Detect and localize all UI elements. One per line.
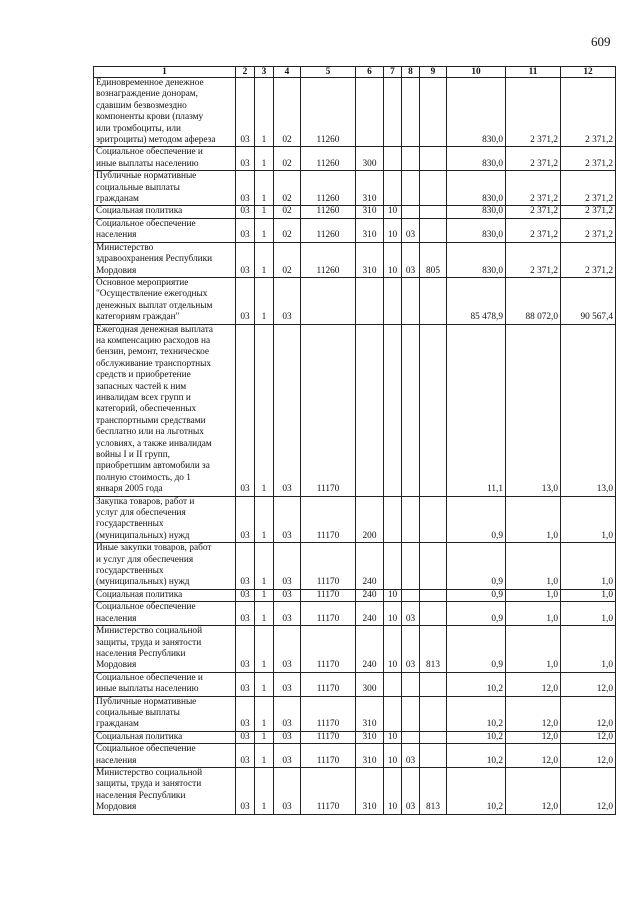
col9-cell — [420, 731, 447, 743]
table-row — [94, 767, 616, 814]
col3-cell: 1 — [255, 767, 274, 814]
table-row — [94, 78, 616, 147]
col8-cell — [402, 147, 420, 171]
table-row — [94, 277, 616, 324]
col6-cell: 240 — [356, 602, 384, 626]
col2-cell: 03 — [236, 602, 255, 626]
col5-cell: 11170 — [301, 496, 356, 543]
col4-cell: 03 — [274, 324, 301, 496]
col10-value: 11,1 — [447, 324, 506, 496]
col6-cell: 240 — [356, 589, 384, 601]
row-name-cell: Публичные нормативные социальные выплаты гражданам — [94, 696, 236, 731]
table-row — [94, 496, 616, 543]
col10-value: 85 478,9 — [447, 277, 506, 324]
col6-cell: 310 — [356, 696, 384, 731]
col5-cell: 11170 — [301, 324, 356, 496]
col9-cell — [420, 602, 447, 626]
col11-value: 1,0 — [506, 589, 561, 601]
col8-cell — [402, 589, 420, 601]
col3-cell: 1 — [255, 218, 274, 242]
col10-value: 10,2 — [447, 696, 506, 731]
col9-cell — [420, 206, 447, 218]
col8-cell — [402, 324, 420, 496]
col9-cell — [420, 672, 447, 696]
row-name-cell: Единовременное денежное вознаграждение донорам, сдавшим безвозмездно компоненты крови (плазму или тромбоциты, или эритроциты) методом афереза — [94, 78, 236, 147]
col6-cell: 310 — [356, 767, 384, 814]
col3-cell: 1 — [255, 78, 274, 147]
col11-value: 12,0 — [506, 731, 561, 743]
col10-value: 830,0 — [447, 171, 506, 206]
col5-cell: 11170 — [301, 602, 356, 626]
col9-cell — [420, 696, 447, 731]
col11-value: 1,0 — [506, 496, 561, 543]
row-name-cell: Ежегодная денежная выплата на компенсацию расходов на бензин, ремонт, техническое обслуживание транспортных средств и приобретение запасных частей к ним инвалидам всех групп и категорий, обеспеченных транспортными средствами бесплатно или на льготных условиях, а также инвалидам войны I и II групп, приобретшим автомобили за полную стоимость, до 1 января 2005 года — [94, 324, 236, 496]
col7-cell — [384, 543, 402, 590]
col12-value: 1,0 — [561, 496, 616, 543]
col11-value: 2 371,2 — [506, 78, 561, 147]
col2-cell: 03 — [236, 218, 255, 242]
col11-value: 1,0 — [506, 602, 561, 626]
table-row — [94, 744, 616, 768]
col4-cell: 02 — [274, 78, 301, 147]
col9-cell — [420, 496, 447, 543]
col4-cell: 03 — [274, 589, 301, 601]
col3-cell: 1 — [255, 206, 274, 218]
col11-value: 2 371,2 — [506, 242, 561, 277]
col5-cell: 11260 — [301, 206, 356, 218]
col6-cell: 310 — [356, 206, 384, 218]
column-header: 6 — [356, 67, 384, 78]
table-row — [94, 242, 616, 277]
col7-cell: 10 — [384, 744, 402, 768]
col9-cell — [420, 277, 447, 324]
col11-value: 13,0 — [506, 324, 561, 496]
col12-value: 1,0 — [561, 602, 616, 626]
col11-value: 1,0 — [506, 543, 561, 590]
col9-cell — [420, 543, 447, 590]
col8-cell — [402, 206, 420, 218]
page-number: 609 — [591, 34, 611, 49]
col4-cell: 02 — [274, 171, 301, 206]
column-header: 7 — [384, 67, 402, 78]
col12-value: 90 567,4 — [561, 277, 616, 324]
col11-value: 1,0 — [506, 626, 561, 673]
table-row — [94, 218, 616, 242]
col8-cell: 03 — [402, 744, 420, 768]
col9-cell — [420, 147, 447, 171]
col7-cell: 10 — [384, 602, 402, 626]
row-name-cell: Министерство здравоохранения Республики Мордовия — [94, 242, 236, 277]
row-name-cell: Социальное обеспечение населения — [94, 218, 236, 242]
col7-cell — [384, 147, 402, 171]
table-row — [94, 626, 616, 673]
col8-cell: 03 — [402, 626, 420, 673]
col9-cell — [420, 78, 447, 147]
row-name-cell: Закупка товаров, работ и услуг для обеспечения государственных (муниципальных) нужд — [94, 496, 236, 543]
col8-cell — [402, 731, 420, 743]
col8-cell — [402, 277, 420, 324]
table-header-row — [94, 67, 616, 78]
row-name-cell: Министерство социальной защиты, труда и занятости населения Республики Мордовия — [94, 626, 236, 673]
col5-cell: 11260 — [301, 78, 356, 147]
row-name-cell: Иные закупки товаров, работ и услуг для обеспечения государственных (муниципальных) нужд — [94, 543, 236, 590]
table-row — [94, 543, 616, 590]
column-header: 11 — [506, 67, 561, 78]
table-row — [94, 672, 616, 696]
col10-value: 10,2 — [447, 744, 506, 768]
col12-value: 2 371,2 — [561, 242, 616, 277]
col9-cell: 805 — [420, 242, 447, 277]
row-name-cell: Социальная политика — [94, 589, 236, 601]
col12-value: 2 371,2 — [561, 218, 616, 242]
col5-cell: 11170 — [301, 589, 356, 601]
col6-cell — [356, 277, 384, 324]
col12-value: 2 371,2 — [561, 171, 616, 206]
col10-value: 10,2 — [447, 672, 506, 696]
col12-value: 1,0 — [561, 543, 616, 590]
col2-cell: 03 — [236, 731, 255, 743]
column-header: 3 — [255, 67, 274, 78]
col7-cell: 10 — [384, 589, 402, 601]
col2-cell: 03 — [236, 744, 255, 768]
col5-cell: 11260 — [301, 218, 356, 242]
col10-value: 10,2 — [447, 767, 506, 814]
col12-value: 1,0 — [561, 589, 616, 601]
col2-cell: 03 — [236, 496, 255, 543]
col6-cell: 310 — [356, 242, 384, 277]
col11-value: 12,0 — [506, 696, 561, 731]
col4-cell: 03 — [274, 496, 301, 543]
col2-cell: 03 — [236, 277, 255, 324]
col7-cell — [384, 78, 402, 147]
table-row — [94, 602, 616, 626]
col12-value: 12,0 — [561, 672, 616, 696]
col6-cell: 310 — [356, 218, 384, 242]
col7-cell: 10 — [384, 767, 402, 814]
col5-cell: 11260 — [301, 171, 356, 206]
col8-cell: 03 — [402, 767, 420, 814]
col4-cell: 02 — [274, 147, 301, 171]
col8-cell — [402, 696, 420, 731]
col7-cell — [384, 696, 402, 731]
col3-cell: 1 — [255, 731, 274, 743]
col3-cell: 1 — [255, 744, 274, 768]
col11-value: 88 072,0 — [506, 277, 561, 324]
table-row — [94, 324, 616, 496]
col8-cell — [402, 496, 420, 543]
col10-value: 830,0 — [447, 147, 506, 171]
table-row — [94, 696, 616, 731]
col12-value: 12,0 — [561, 731, 616, 743]
col5-cell: 11170 — [301, 543, 356, 590]
col7-cell: 10 — [384, 218, 402, 242]
col4-cell: 03 — [274, 731, 301, 743]
col4-cell: 03 — [274, 602, 301, 626]
col8-cell — [402, 672, 420, 696]
col8-cell — [402, 78, 420, 147]
col6-cell: 310 — [356, 744, 384, 768]
column-header: 9 — [420, 67, 447, 78]
col5-cell: 11170 — [301, 744, 356, 768]
col10-value: 830,0 — [447, 78, 506, 147]
col7-cell — [384, 277, 402, 324]
col8-cell: 03 — [402, 242, 420, 277]
col7-cell — [384, 672, 402, 696]
col9-cell: 813 — [420, 767, 447, 814]
col5-cell: 11170 — [301, 696, 356, 731]
col3-cell: 1 — [255, 626, 274, 673]
col10-value: 830,0 — [447, 206, 506, 218]
row-name-cell: Публичные нормативные социальные выплаты гражданам — [94, 171, 236, 206]
column-header: 1 — [94, 67, 236, 78]
col6-cell: 310 — [356, 731, 384, 743]
col7-cell: 10 — [384, 731, 402, 743]
col7-cell: 10 — [384, 206, 402, 218]
col12-value: 2 371,2 — [561, 78, 616, 147]
col4-cell: 03 — [274, 767, 301, 814]
row-name-cell: Социальное обеспечение населения — [94, 744, 236, 768]
col3-cell: 1 — [255, 277, 274, 324]
col2-cell: 03 — [236, 767, 255, 814]
col5-cell — [301, 277, 356, 324]
col11-value: 12,0 — [506, 672, 561, 696]
col10-value: 0,9 — [447, 589, 506, 601]
col6-cell — [356, 78, 384, 147]
col3-cell: 1 — [255, 324, 274, 496]
col9-cell: 813 — [420, 626, 447, 673]
col4-cell: 03 — [274, 543, 301, 590]
col9-cell — [420, 324, 447, 496]
col7-cell: 10 — [384, 626, 402, 673]
column-header: 5 — [301, 67, 356, 78]
col10-value: 830,0 — [447, 242, 506, 277]
col3-cell: 1 — [255, 147, 274, 171]
table-row — [94, 171, 616, 206]
col11-value: 12,0 — [506, 744, 561, 768]
col10-value: 0,9 — [447, 496, 506, 543]
col2-cell: 03 — [236, 696, 255, 731]
col11-value: 2 371,2 — [506, 206, 561, 218]
col12-value: 2 371,2 — [561, 206, 616, 218]
col2-cell: 03 — [236, 589, 255, 601]
col6-cell: 310 — [356, 171, 384, 206]
col4-cell: 03 — [274, 696, 301, 731]
col12-value: 13,0 — [561, 324, 616, 496]
col3-cell: 1 — [255, 543, 274, 590]
row-name-cell: Основное мероприятие "Осуществление ежегодных денежных выплат отдельным категориям граждан" — [94, 277, 236, 324]
col12-value: 12,0 — [561, 767, 616, 814]
col11-value: 2 371,2 — [506, 218, 561, 242]
col4-cell: 03 — [274, 277, 301, 324]
col2-cell: 03 — [236, 147, 255, 171]
col3-cell: 1 — [255, 496, 274, 543]
col9-cell — [420, 171, 447, 206]
col4-cell: 03 — [274, 626, 301, 673]
col10-value: 830,0 — [447, 218, 506, 242]
col2-cell: 03 — [236, 626, 255, 673]
col5-cell: 11260 — [301, 147, 356, 171]
column-header: 12 — [561, 67, 616, 78]
column-header: 2 — [236, 67, 255, 78]
col12-value: 2 371,2 — [561, 147, 616, 171]
col4-cell: 02 — [274, 218, 301, 242]
col6-cell: 300 — [356, 147, 384, 171]
col5-cell: 11170 — [301, 672, 356, 696]
col8-cell — [402, 171, 420, 206]
col6-cell: 240 — [356, 626, 384, 673]
col5-cell: 11260 — [301, 242, 356, 277]
col8-cell — [402, 543, 420, 590]
row-name-cell: Социальное обеспечение населения — [94, 602, 236, 626]
col2-cell: 03 — [236, 171, 255, 206]
col2-cell: 03 — [236, 672, 255, 696]
col5-cell: 11170 — [301, 626, 356, 673]
col2-cell: 03 — [236, 543, 255, 590]
col10-value: 10,2 — [447, 731, 506, 743]
row-name-cell: Социальная политика — [94, 206, 236, 218]
row-name-cell: Министерство социальной защиты, труда и занятости населения Республики Мордовия — [94, 767, 236, 814]
col4-cell: 02 — [274, 206, 301, 218]
col7-cell — [384, 171, 402, 206]
col10-value: 0,9 — [447, 602, 506, 626]
col11-value: 2 371,2 — [506, 171, 561, 206]
column-header: 10 — [447, 67, 506, 78]
col9-cell — [420, 589, 447, 601]
column-header: 4 — [274, 67, 301, 78]
col10-value: 0,9 — [447, 543, 506, 590]
col9-cell — [420, 744, 447, 768]
col2-cell: 03 — [236, 324, 255, 496]
col12-value: 1,0 — [561, 626, 616, 673]
col3-cell: 1 — [255, 589, 274, 601]
row-name-cell: Социальное обеспечение и иные выплаты населению — [94, 147, 236, 171]
col6-cell — [356, 324, 384, 496]
col7-cell — [384, 324, 402, 496]
col6-cell: 300 — [356, 672, 384, 696]
col7-cell: 10 — [384, 242, 402, 277]
col5-cell: 11170 — [301, 767, 356, 814]
col7-cell — [384, 496, 402, 543]
col6-cell: 240 — [356, 543, 384, 590]
budget-table — [93, 66, 616, 815]
col2-cell: 03 — [236, 242, 255, 277]
col4-cell: 03 — [274, 744, 301, 768]
col4-cell: 02 — [274, 242, 301, 277]
col6-cell: 200 — [356, 496, 384, 543]
table-row — [94, 731, 616, 743]
col3-cell: 1 — [255, 672, 274, 696]
col3-cell: 1 — [255, 242, 274, 277]
col5-cell: 11170 — [301, 731, 356, 743]
col4-cell: 03 — [274, 672, 301, 696]
col10-value: 0,9 — [447, 626, 506, 673]
col2-cell: 03 — [236, 78, 255, 147]
col11-value: 2 371,2 — [506, 147, 561, 171]
col3-cell: 1 — [255, 602, 274, 626]
col3-cell: 1 — [255, 171, 274, 206]
column-header: 8 — [402, 67, 420, 78]
col12-value: 12,0 — [561, 744, 616, 768]
col3-cell: 1 — [255, 696, 274, 731]
col8-cell: 03 — [402, 602, 420, 626]
table-row — [94, 147, 616, 171]
row-name-cell: Социальное обеспечение и иные выплаты населению — [94, 672, 236, 696]
col11-value: 12,0 — [506, 767, 561, 814]
col12-value: 12,0 — [561, 696, 616, 731]
table-row — [94, 589, 616, 601]
col2-cell: 03 — [236, 206, 255, 218]
col8-cell: 03 — [402, 218, 420, 242]
table-row — [94, 206, 616, 218]
col9-cell — [420, 218, 447, 242]
row-name-cell: Социальная политика — [94, 731, 236, 743]
